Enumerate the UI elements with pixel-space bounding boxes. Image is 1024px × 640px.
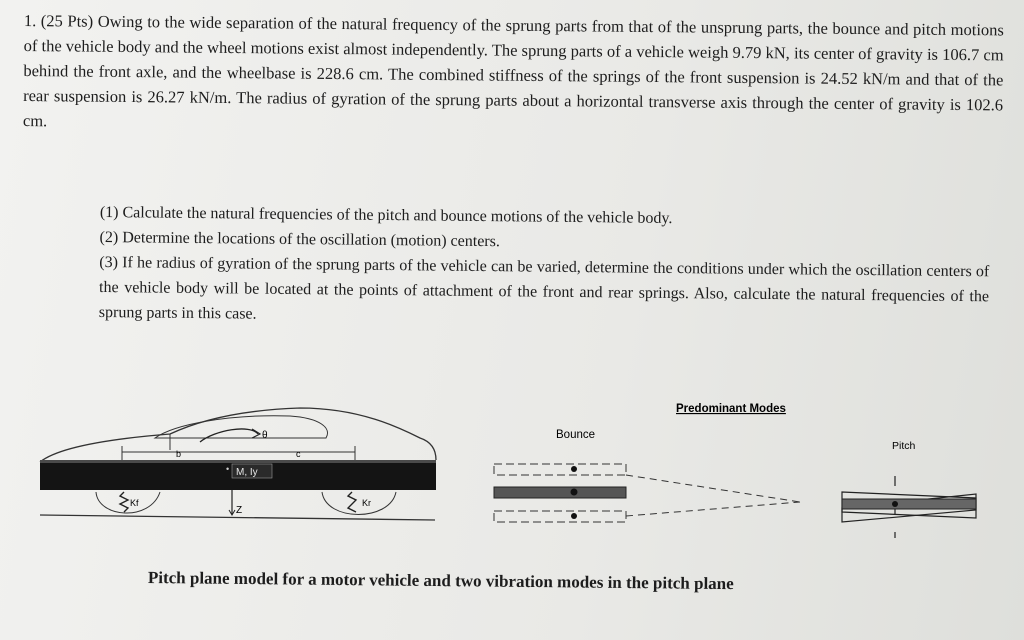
- car-body-outline: [40, 408, 436, 462]
- modes-title: Predominant Modes: [676, 403, 786, 415]
- distance-c-label: c: [296, 449, 301, 459]
- rear-wheel-arch: [322, 492, 396, 515]
- pitch-label: Pitch: [892, 440, 916, 452]
- bounce-mode-diagram: [494, 464, 800, 522]
- car-window-outline: [155, 416, 328, 438]
- bounce-label: Bounce: [556, 429, 596, 441]
- subquestion-list: [99, 200, 990, 334]
- subquestion-2: (2) Determine the locations of the oscillation (motion) centers.: [99, 228, 501, 251]
- distance-b-label: b: [176, 449, 182, 459]
- figure-caption: Pitch plane model for a motor vehicle and two vibration modes in the pitch plane: [147, 568, 734, 594]
- subquestion-3: (3) If he radius of gyration of the sprung parts of the vehicle can be varied, determine the conditions under which the oscillation centers of the vehicle body will be located at the points of attachment of the front and rear springs. Also, calculate the natural frequencies of the sprung parts in this case.: [98, 253, 990, 323]
- problem-body: Owing to the wide separation of the natural frequency of the sprung parts from that of the unsprung parts, the bounce and pitch motions of the vehicle body and the wheel motions exist almost independently. The sprung parts of a vehicle weigh 9.79 kN, its center of gravity is 106.7 cm behind the front axle, and the wheelbase is 228.6 cm. The combined stiffness of the springs of the front suspension is 24.52 kN/m and that of the rear suspension is 26.27 kN/m. The radius of gyration of the sprung parts about a horizontal transverse axis through the center of gravity is 102.6 cm.: [22, 11, 1004, 131]
- front-spring-icon: [120, 492, 128, 512]
- pitch-mode-diagram: [842, 476, 976, 538]
- front-stiffness-label: Kf: [130, 498, 139, 508]
- theta-label: θ: [262, 430, 268, 441]
- problem-number: 1.: [23, 10, 37, 31]
- cg-dot: •: [226, 464, 230, 474]
- z-axis-label: Z: [236, 505, 243, 516]
- rear-stiffness-label: Kr: [362, 498, 371, 508]
- mass-inertia-label: M, Iy: [236, 467, 258, 478]
- front-wheel-arch: [96, 492, 160, 513]
- subquestion-1: (1) Calculate the natural frequencies of the pitch and bounce motions of the vehicle body.: [99, 203, 673, 227]
- rear-spring-icon: [348, 492, 356, 512]
- pitch-plane-figure: [0, 380, 1024, 560]
- vehicle-model: [40, 408, 436, 520]
- problem-points: (25 Pts): [40, 11, 94, 31]
- problem-statement: [23, 8, 1004, 142]
- problem-text: [23, 8, 1004, 142]
- vibration-modes: [494, 403, 976, 538]
